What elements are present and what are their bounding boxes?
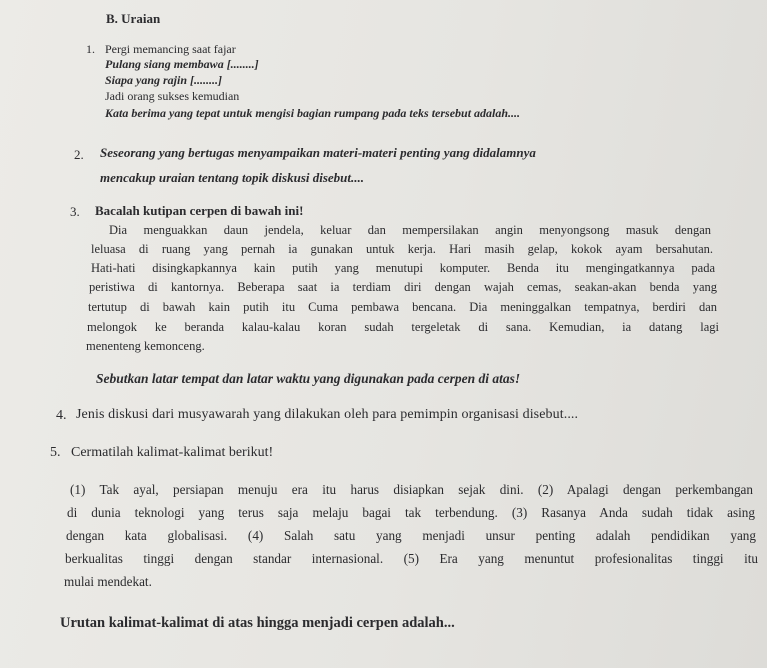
q3-passage-line-7: menenteng kemonceng. bbox=[86, 339, 205, 353]
q5-passage-line-3: dengan kata globalisasi. (4) Salah satu yang menjadi unsur penting adalah pendidikan yang bbox=[66, 528, 756, 543]
q5-passage-line-5: mulai mendekat. bbox=[64, 574, 152, 589]
q3-question: Sebutkan latar tempat dan latar waktu yang digunakan pada cerpen di atas! bbox=[96, 371, 521, 386]
q3-passage-line-4: peristiwa di kantornya. Beberapa saat ia terdiam diri dengan wajah cemas, seakan-akan benda yang bbox=[89, 280, 717, 294]
q2-number: 2. bbox=[74, 147, 84, 162]
q3-passage-line-1: Dia menguakkan daun jendela, keluar dan mempersilakan angin menyongsong masuk dengan bbox=[109, 223, 711, 237]
q1-poem-line-2: Pulang siang membawa [........] bbox=[105, 57, 259, 71]
section-title: B. Uraian bbox=[106, 11, 161, 26]
q1-number: 1. bbox=[86, 42, 95, 56]
q4-text: Jenis diskusi dari musyawarah yang dilakukan oleh para pemimpin organisasi disebut.... bbox=[76, 407, 579, 422]
q5-number: 5. bbox=[50, 445, 61, 460]
q3-passage-line-2: leluasa di ruang yang pernah ia gunakan untuk kerja. Hari masih gelap, kokok ayam bersahutan. bbox=[91, 242, 713, 256]
q3-number: 3. bbox=[70, 204, 80, 219]
q5-passage-line-2: di dunia teknologi yang terus saja melaju bagai tak terbendung. (3) Rasanya Anda sudah tidak asing bbox=[67, 505, 755, 520]
q4-number: 4. bbox=[56, 408, 67, 423]
q5-passage-line-1: (1) Tak ayal, persiapan menuju era itu harus disiapkan sejak dini. (2) Apalagi dengan perkembangan bbox=[70, 482, 753, 497]
q1-question: Kata berima yang tepat untuk mengisi bagian rumpang pada teks tersebut adalah.... bbox=[105, 106, 521, 120]
q1-poem-line-3: Siapa yang rajin [........] bbox=[105, 73, 223, 87]
q3-title: Bacalah kutipan cerpen di bawah ini! bbox=[95, 203, 304, 218]
q5-instruction: Cermatilah kalimat-kalimat berikut! bbox=[71, 445, 274, 460]
q2-line-1: Seseorang yang bertugas menyampaikan materi-materi penting yang didalamnya bbox=[100, 145, 536, 160]
q5-passage-line-4: berkualitas tinggi dengan standar internasional. (5) Era yang menuntut profesionalitas tinggi itu bbox=[65, 551, 758, 566]
q1-poem-line-4: Jadi orang sukses kemudian bbox=[105, 89, 240, 103]
q3-passage-line-5: tertutup di bawah kain putih itu Cuma pembawa bencana. Dia meninggalkan tempatnya, berdiri dan bbox=[88, 300, 717, 314]
q3-passage-line-6: melongok ke beranda kalau-kalau koran sudah tergeletak di sana. Kemudian, ia datang lagi bbox=[87, 320, 719, 334]
q3-passage-line-3: Hati-hati disingkapkannya kain putih yang menutupi komputer. Benda itu mengingatkannya pada bbox=[91, 261, 715, 275]
q1-poem-line-1: Pergi memancing saat fajar bbox=[105, 42, 236, 56]
q5-question: Urutan kalimat-kalimat di atas hingga menjadi cerpen adalah... bbox=[60, 615, 455, 631]
q2-line-2: mencakup uraian tentang topik diskusi disebut.... bbox=[100, 170, 365, 185]
